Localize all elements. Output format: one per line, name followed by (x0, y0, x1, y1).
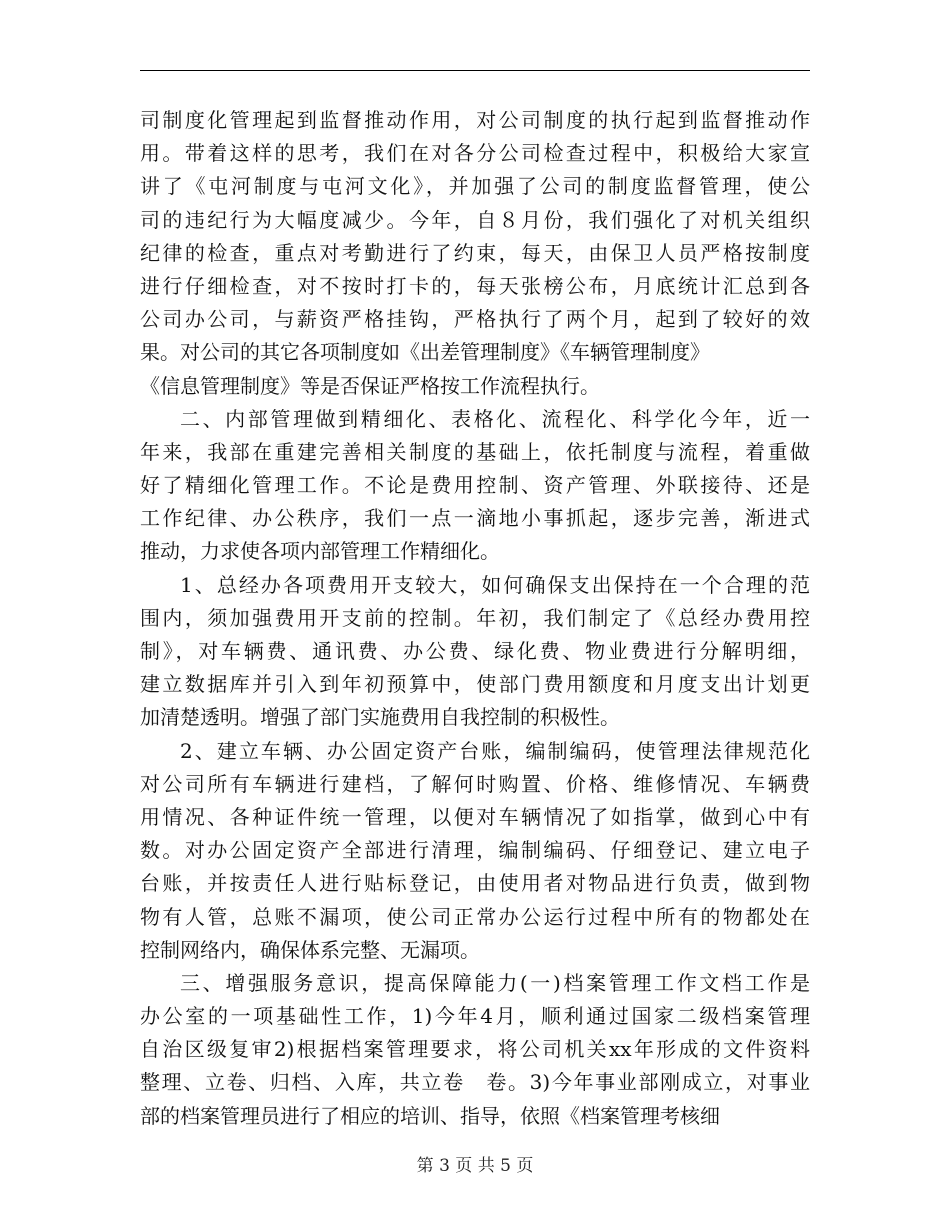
document-body (140, 104, 810, 1133)
text-line: 用情况、各种证件统一管理，以便对车辆情况了如指掌，做到心中有 (140, 804, 810, 829)
text-line: 果。对公司的其它各项制度如《出差管理制度》《车辆管理制度》 (140, 340, 710, 365)
text-line: 办公室的一项基础性工作，1)今年4月，顺利通过国家二级档案管理 (140, 1004, 810, 1029)
text-line: 物有人管，总账不漏项，使公司正常办公运行过程中所有的物都处在 (140, 904, 810, 929)
text-line: 推动，力求使各项内部管理工作精细化。 (140, 539, 500, 564)
text-line: 讲了《屯河制度与屯河文化》，并加强了公司的制度监督管理，使公 (140, 174, 810, 199)
header-rule (140, 70, 810, 71)
text-line: 围内，须加强费用开支前的控制。年初，我们制定了《总经办费用控 (140, 605, 810, 630)
text-line: 对公司所有车辆进行建档，了解何时购置、价格、维修情况、车辆费 (140, 771, 810, 796)
text-line: 部的档案管理员进行了相应的培训、指导，依照《档案管理考核细 (140, 1103, 720, 1128)
text-line: 台账，并按责任人进行贴标登记，由使用者对物品进行负责，做到物 (140, 871, 810, 896)
paragraph-start-line: 2、建立车辆、办公固定资产台账，编制编码，使管理法律规范化 (180, 738, 810, 763)
page-number-footer: 第 3 页 共 5 页 (416, 1156, 534, 1176)
text-line: 年来，我部在重建完善相关制度的基础上，依托制度与流程，着重做 (140, 439, 810, 464)
text-line: 公司办公司，与薪资严格挂钩，严格执行了两个月，起到了较好的效 (140, 307, 810, 332)
text-line: 控制网络内，确保体系完整、无漏项。 (140, 937, 480, 962)
text-line: 制》，对车辆费、通讯费、办公费、绿化费、物业费进行分解明细， (140, 639, 810, 663)
section-heading-line: 二、内部管理做到精细化、表格化、流程化、科学化今年，近一 (180, 406, 810, 431)
text-line: 《信息管理制度》等是否保证严格按工作流程执行。 (140, 373, 600, 398)
text-line: 工作纪律、办公秩序，我们一点一滴地小事抓起，逐步完善，渐进式 (140, 506, 810, 531)
text-line: 好了精细化管理工作。不论是费用控制、资产管理、外联接待、还是 (140, 473, 810, 498)
text-line: 进行仔细检查，对不按时打卡的，每天张榜公布，月底统计汇总到各 (140, 273, 810, 298)
text-line: 数。对办公固定资产全部进行清理，编制编码、仔细登记、建立电子 (140, 838, 810, 863)
text-line: 用。带着这样的思考，我们在对各分公司检查过程中，积极给大家宣 (140, 141, 810, 166)
paragraph-start-line: 1、总经办各项费用开支较大，如何确保支出保持在一个合理的范 (180, 572, 810, 597)
text-line: 自治区级复审2)根据档案管理要求，将公司机关xx年形成的文件资料 (140, 1037, 810, 1062)
section-heading-line: 三、增强服务意识，提高保障能力(一)档案管理工作文档工作是 (180, 970, 810, 995)
text-line: 加清楚透明。增强了部门实施费用自我控制的积极性。 (140, 705, 620, 730)
text-line: 整理、立卷、归档、入库，共立卷 卷。3)今年事业部刚成立，对事业 (140, 1070, 810, 1095)
text-line: 司制度化管理起到监督推动作用，对公司制度的执行起到监督推动作 (140, 108, 810, 132)
text-line: 纪律的检查，重点对考勤进行了约束，每天，由保卫人员严格按制度 (140, 240, 810, 265)
text-line: 司的违纪行为大幅度减少。今年，自８月份，我们强化了对机关组织 (140, 207, 810, 232)
text-line: 建立数据库并引入到年初预算中，使部门费用额度和月度支出计划更 (140, 672, 810, 697)
